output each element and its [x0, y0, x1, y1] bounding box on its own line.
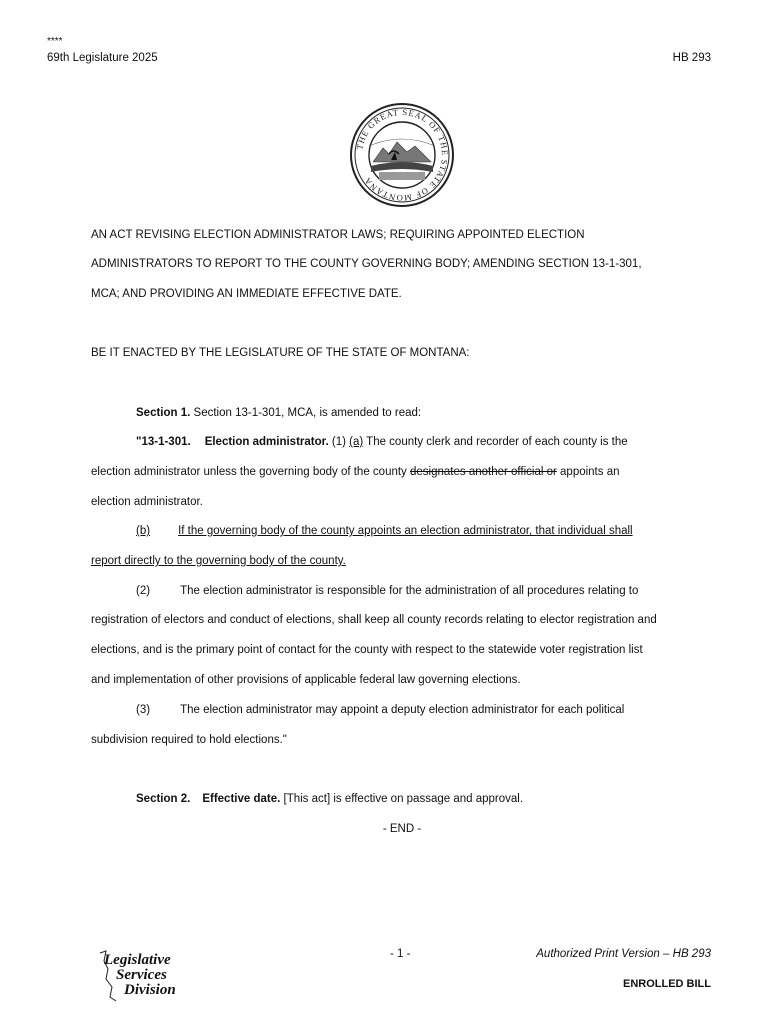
section-1-sub2-line-4: and implementation of other provisions of applicable federal law governing elections. — [91, 674, 521, 686]
sub1b-line-1-text: If the governing body of the county appoints an election administrator, that individual shall — [178, 525, 633, 537]
sub3-label: (3) — [136, 704, 151, 716]
section-2 — [136, 793, 523, 805]
logo-line-division: Division — [124, 982, 176, 998]
page-number: - 1 - — [390, 948, 411, 960]
print-version-separator: – — [659, 948, 673, 960]
statute-cite: "13-1-301. — [136, 436, 191, 448]
print-version-bill: HB 293 — [672, 948, 711, 960]
section-1-sub1b-line-1 — [136, 525, 633, 537]
section-1-intro-text: Section 13-1-301, MCA, is amended to read: — [190, 407, 422, 419]
title-line-3: MCA; AND PROVIDING AN IMMEDIATE EFFECTIVE DATE. — [91, 288, 402, 300]
section-1-heading: Section 1. — [136, 407, 191, 419]
section-1-sub1b-line-2: report directly to the governing body of the county. — [91, 555, 346, 567]
legislative-services-division-logo-icon — [98, 947, 188, 1003]
title-line-2: ADMINISTRATORS TO REPORT TO THE COUNTY GOVERNING BODY; AMENDING SECTION 13-1-301, — [91, 258, 642, 270]
section-1-sub3-line-1 — [136, 704, 624, 716]
logo-line-legislative: Legislative — [104, 952, 171, 968]
sub1-line-1-text: The county clerk and recorder of each county is the — [363, 436, 628, 448]
end-marker: - END - — [382, 823, 422, 835]
print-version-label: Authorized Print Version — [536, 948, 660, 960]
sub2-line-1-text: The election administrator is responsible for the administration of all procedures relating to — [180, 585, 639, 597]
sub1-struck-text: designates another official or — [410, 466, 557, 478]
sub1b-label: (b) — [136, 525, 151, 537]
sub1-number: (1) — [328, 436, 350, 448]
header-legislature: 69th Legislature 2025 — [47, 52, 158, 64]
sub1-line-2-post: appoints an — [556, 466, 620, 478]
section-2-text: [This act] is effective on passage and approval. — [280, 793, 524, 805]
section-1-sub2-line-3: elections, and is the primary point of contact for the county with respect to the statewide voter registration list — [91, 644, 643, 656]
section-1-sub3-line-2: subdivision required to hold elections." — [91, 734, 287, 746]
section-1-sub2-line-2: registration of electors and conduct of elections, shall keep all county records relating to elector registration and — [91, 614, 657, 626]
header-bill-number: HB 293 — [672, 52, 711, 64]
sub1-a-label: (a) — [349, 436, 364, 448]
sub2-label: (2) — [136, 585, 151, 597]
enacting-clause: BE IT ENACTED BY THE LEGISLATURE OF THE STATE OF MONTANA: — [91, 347, 470, 359]
title-line-1: AN ACT REVISING ELECTION ADMINISTRATOR LAWS; REQUIRING APPOINTED ELECTION — [91, 229, 585, 241]
logo-line-services: Services — [116, 967, 167, 983]
header-stars: **** — [47, 36, 63, 47]
enrolled-bill-status: ENROLLED BILL — [623, 978, 711, 990]
print-version — [536, 948, 711, 960]
section-1-intro — [136, 407, 421, 419]
section-2-heading: Section 2. — [136, 793, 191, 805]
section-1-sub1-line-1 — [136, 436, 628, 448]
section-1-sub1-line-3: election administrator. — [91, 496, 203, 508]
section-1-sub2-line-1 — [136, 585, 638, 597]
seal-ring-text: THE GREAT SEAL OF THE STATE OF MONTANA — [354, 106, 451, 204]
sub1-line-2-pre: election administrator unless the governing body of the county — [91, 466, 410, 478]
sub3-line-1-text: The election administrator may appoint a deputy election administrator for each political — [180, 704, 625, 716]
section-1-sub1-line-2 — [91, 466, 620, 478]
montana-great-seal-icon — [349, 102, 455, 208]
section-2-catchline: Effective date. — [202, 793, 281, 805]
statute-catchline: Election administrator. — [204, 436, 329, 448]
